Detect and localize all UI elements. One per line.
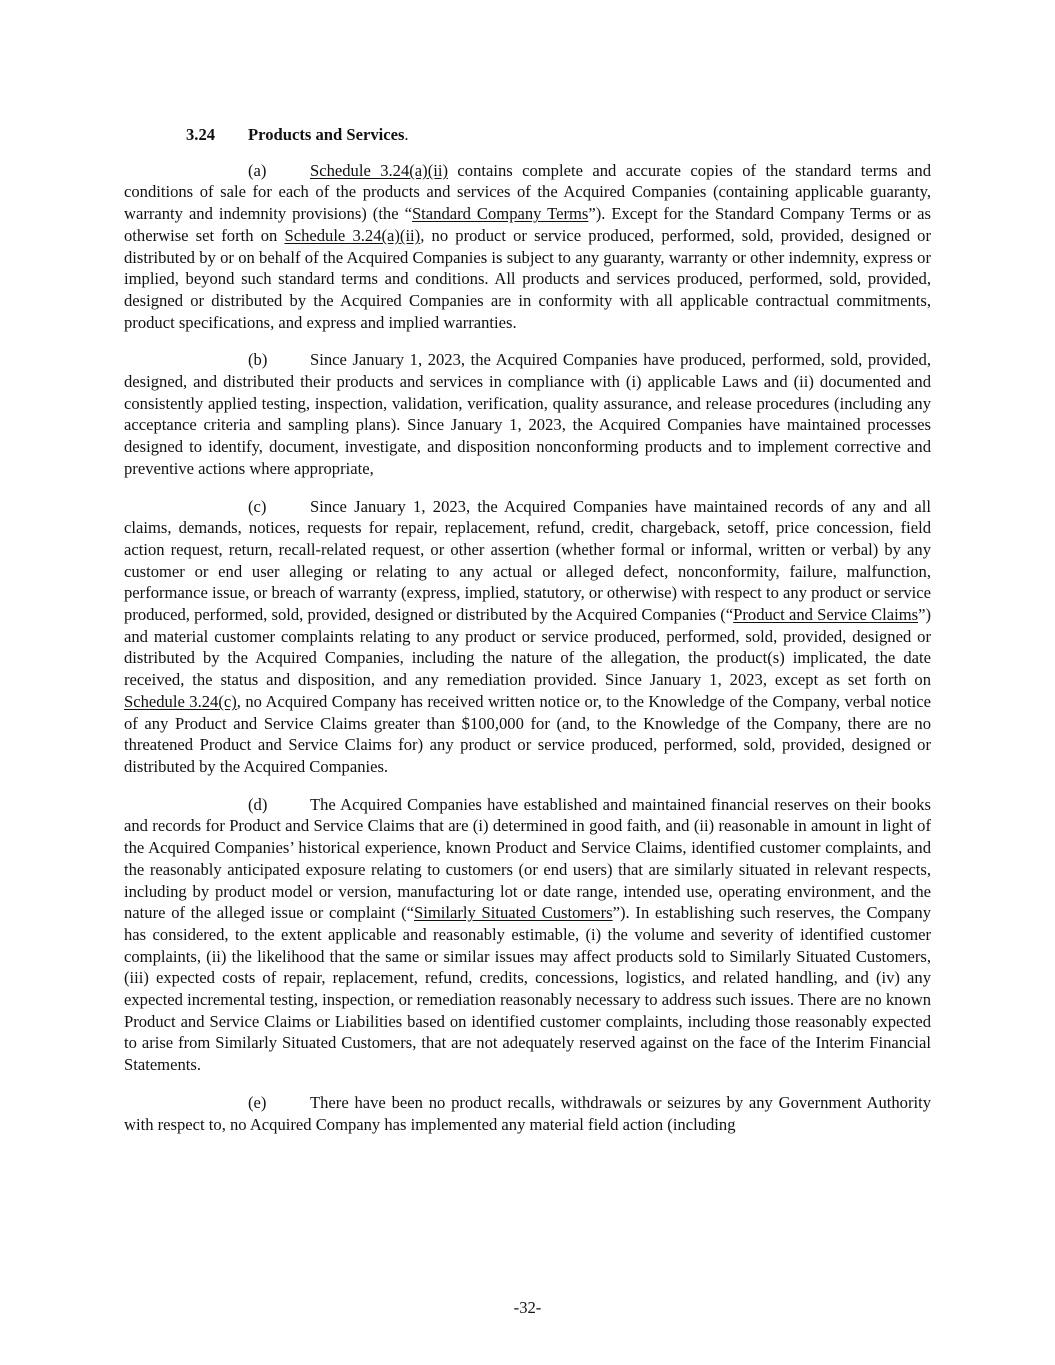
defined-term: Product and Service Claims: [733, 605, 919, 625]
paragraph-text: Since January 1, 2023, the Acquired Companies have produced, performed, sold, provided, designed, and distributed their products and services in compliance with (i) applicable Laws and (ii) documented and consistently applied testing, inspection, validation, verification, quality assurance, and release procedures (including any acceptance criteria and sampling plans). Since January 1, 2023, the Acquired Companies have maintained processes designed to identify, document, investigate, and disposition nonconforming products and to implement corrective and preventive actions where appropriate,: [124, 350, 931, 478]
paragraph-text: The Acquired Companies have established and maintained financial reserves on their books and records for Product and Service Claims that are (i) determined in good faith, and (ii) reasonable in amount in light of the Acquired Companies’ historical experience, known Product and Service Claims, identified customer complaints, and the reasonably anticipated exposure relating to customers (or end users) that are similarly situated in relevant respects, including by product model or version, manufacturing lot or date range, intended use, operating environment, and the nature of the alleged issue or complaint (“: [124, 794, 931, 923]
defined-term: Similarly Situated Customers: [413, 903, 613, 923]
section-title-period: .: [404, 125, 409, 144]
paragraph-d: [124, 794, 931, 1076]
page-body: [124, 124, 931, 1151]
paragraph-marker: (b): [248, 350, 268, 370]
paragraph-text: , no Acquired Company has received written notice or, to the Knowledge of the Company, verbal notice of any Product and Service Claims greater than $100,000 for (and, to the Knowledge of the Company, there are no threatened Product and Service Claims for) any product or service produced, performed, sold, provided, designed or distributed by the Acquired Companies.: [124, 691, 931, 776]
paragraph-text: There have been no product recalls, withdrawals or seizures by any Government Authority with respect to, no Acquired Company has implemented any material field action (including: [124, 1092, 931, 1134]
schedule-reference: Schedule 3.24(a)(ii): [284, 225, 421, 245]
paragraph-a: [124, 160, 931, 334]
paragraph-text: contains complete and accurate copies of the standard terms and conditions of sale for each of the products and services of the Acquired Companies (containing applicable guaranty, warranty and indemnity provisions) (the “: [124, 160, 932, 224]
paragraph-text: ”). In establishing such reserves, the Company has considered, to the extent applicable and reasonably estimable, (i) the volume and severity of identified customer complaints, (ii) the likelihood that the same or similar issues may affect products sold to Similarly Situated Customers, (iii) expected costs of repair, replacement, refund, credits, concessions, logistics, and related handling, and (iv) any expected incremental testing, inspection, or remediation reasonably necessary to address such issues. There are no known Product and Service Claims or Liabilities based on identified customer complaints, including those reasonably expected to arise from Similarly Situated Customers, that are not adequately reserved against on the face of the Interim Financial Statements.: [124, 903, 931, 1075]
paragraph-e: [124, 1092, 931, 1135]
page-number: -32-: [513, 1298, 542, 1317]
paragraph-text: ”). Except for the Standard Company Terms or as otherwise set forth on: [124, 204, 932, 245]
schedule-reference: Schedule 3.24(a)(ii): [310, 160, 448, 180]
paragraph-marker: (d): [248, 794, 268, 814]
section-heading: [124, 124, 931, 146]
paragraph-marker: (a): [248, 160, 267, 180]
defined-term: Standard Company Terms: [411, 204, 589, 224]
paragraph-marker: (e): [248, 1092, 267, 1112]
paragraph-b: [124, 349, 931, 479]
paragraph-text: , no product or service produced, performed, sold, provided, designed or distributed by or on behalf of the Acquired Companies is subject to any guaranty, warranty or other indemnity, express or implied, beyond such standard terms and conditions. All products and services produced, performed, sold, provided, designed or distributed by the Acquired Companies are in conformity with all applicable contractual commitments, product specifications, and express and implied warranties.: [124, 225, 932, 332]
section-number: 3.24: [186, 125, 216, 144]
schedule-reference: Schedule 3.24(c): [124, 691, 237, 711]
section-title: Products and Services: [248, 125, 405, 144]
paragraph-text: ”) and material customer complaints relating to any product or service produced, performed, sold, provided, designed or distributed by the Acquired Companies, including the nature of the allegation, the product(s) implicated, the date received, the status and disposition, and any remediation provided. Since January 1, 2023, except as set forth on: [124, 605, 931, 690]
paragraph-text: Since January 1, 2023, the Acquired Companies have maintained records of any and all claims, demands, notices, requests for repair, replacement, refund, credit, chargeback, setoff, price concession, field action request, return, recall-related request, or other assertion (whether formal or informal, written or verbal) by any customer or end user alleging or relating to any actual or alleged defect, nonconformity, failure, malfunction, performance issue, or breach of warranty (express, implied, statutory, or otherwise) with respect to any product or service produced, performed, sold, provided, designed or distributed by the Acquired Companies (“: [124, 496, 931, 625]
paragraph-marker: (c): [248, 496, 267, 516]
paragraph-c: [124, 496, 931, 778]
